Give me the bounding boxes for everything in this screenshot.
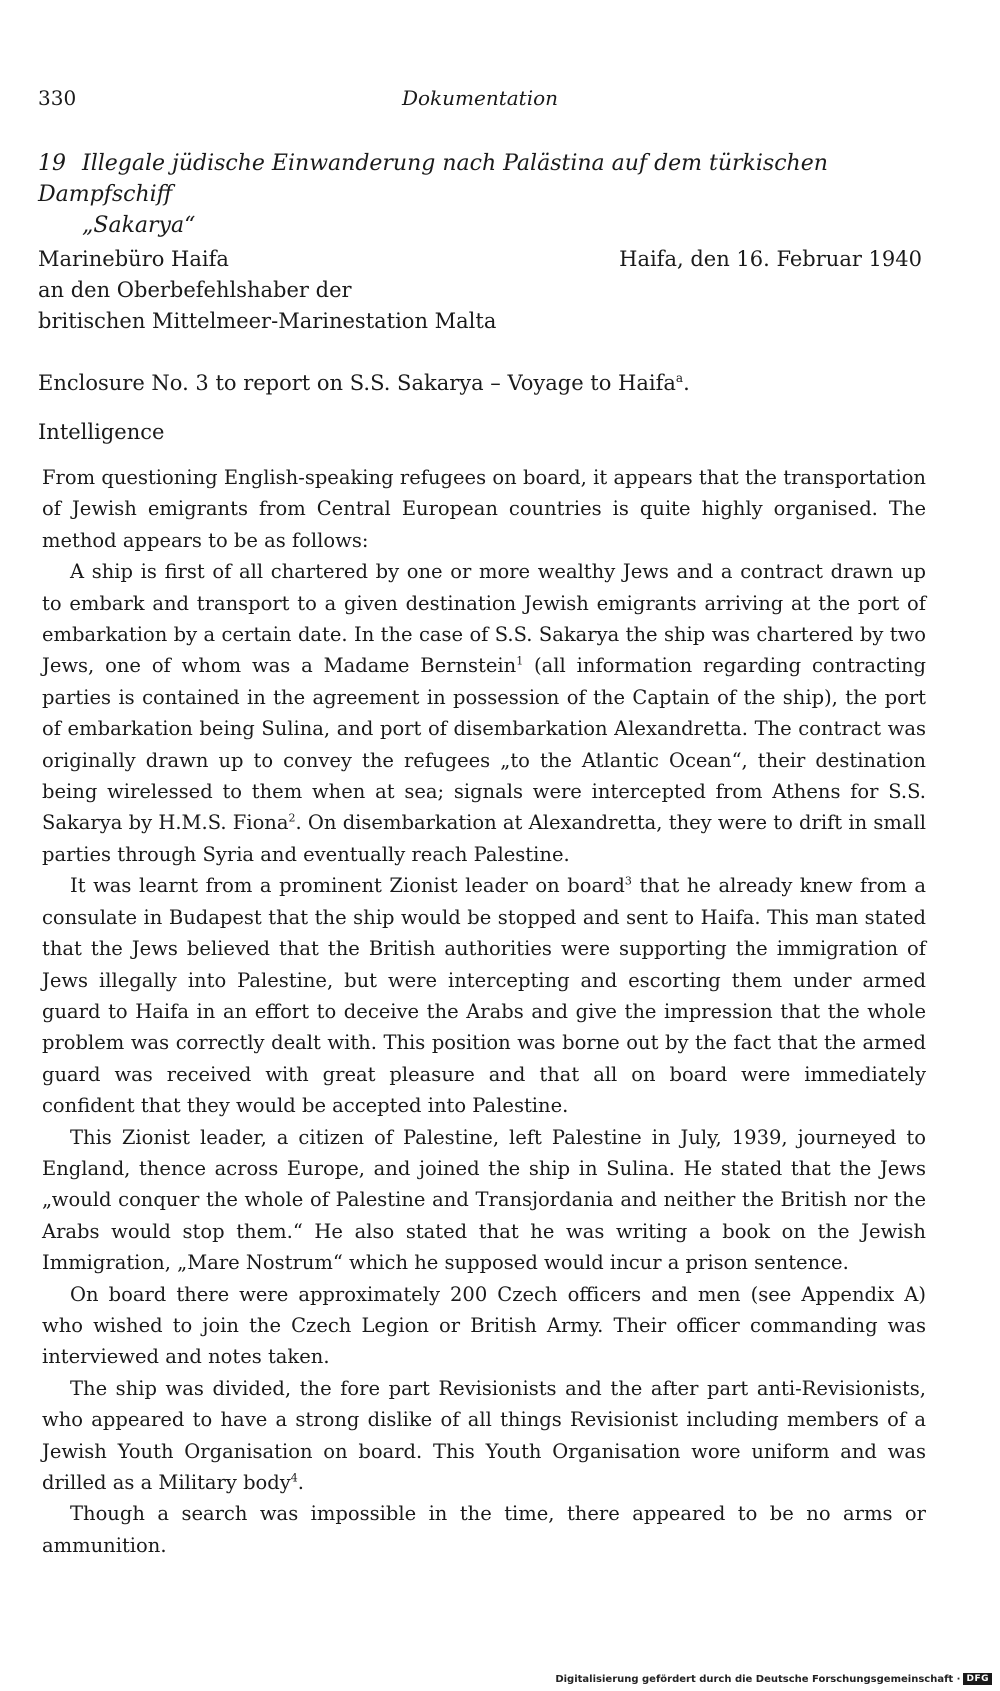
dfg-logo: DFG [963, 1673, 992, 1685]
footnote-ref-1: 1 [516, 654, 524, 668]
paragraph-5: On board there were approximately 200 Czech officers and men (see Appendix A) who wished to join the Czech Legion or British Army. Their officer commanding was interviewed and notes taken. [42, 1282, 926, 1369]
paragraph-3-part-b: that he already knew from a consulate in Budapest that the ship would be stopped and sent to Haifa. This man stated that the Jews believed that the British authorities were supporting the immigration of Jews illegally into Palestine, but were intercepting and escorting them under armed guard to Haifa in an effort to deceive the Arabs and give the impression that the whole problem was correctly dealt with. This position was borne out by the fact that the armed guard was received with great pleasure and that all on board were immediately confident that they would be accepted into Palestine. [42, 874, 927, 1118]
page-number: 330 [38, 86, 77, 110]
digitization-credit [555, 1673, 992, 1685]
paragraph-4: This Zionist leader, a citizen of Palestine, left Palestine in July, 1939, journeyed to England, thence across Europe, and joined the ship in Sulina. He stated that the Jews „would conquer the whole of Palestine and Transjordania and neither the British nor the Arabs would stop them.“ He also stated that he was writing a book on the Jewish Immigration, „Mare Nostrum“ which he supposed would incur a prison sentence. [42, 1125, 926, 1275]
paragraph-6 [42, 1373, 926, 1499]
enclosure-text: Enclosure No. 3 to report on S.S. Sakarya – Voyage to Haifa [38, 371, 676, 395]
credit-text: Digitalisierung gefördert durch die Deutsche Forschungsgemeinschaft · [555, 1674, 961, 1685]
paragraph-2 [42, 556, 926, 870]
enclosure-note-mark: a [675, 371, 684, 385]
paragraph-3-part-a: It was learnt from a prominent Zionist leader on board [70, 874, 625, 898]
footnote-ref-3: 3 [624, 874, 632, 888]
running-head: Dokumentation [401, 86, 559, 110]
document-title-line1: Illegale jüdische Einwanderung nach Palästina auf dem türkischen Dampfschiff [38, 151, 828, 207]
paragraph-3 [42, 870, 926, 1121]
recipient-line2: britischen Mittelmeer-Marinestation Malta [38, 309, 497, 333]
paragraph-6-part-b: . [297, 1471, 304, 1494]
address-block [38, 244, 922, 337]
paragraph-6-part-a: The ship was divided, the fore part Revisionists and the after part anti-Revisionists, who appeared to have a strong dislike of all things Revisionist including members of a Jewish Youth Organisation on board. This Youth Organisation wore uniform and was drilled as a Military body [42, 1376, 926, 1494]
document-title [38, 148, 922, 241]
section-label: Intelligence [38, 420, 165, 444]
footnote-ref-4: 4 [290, 1471, 298, 1485]
paragraph-1: From questioning English-speaking refugees on board, it appears that the transportation of Jewish emigrants from Central European countries is quite highly organised. The method appears to be as follows: [42, 466, 926, 552]
page-header [38, 86, 922, 114]
sender: Marinebüro Haifa [38, 247, 229, 271]
paragraph-7: Though a search was impossible in the time, there appeared to be no arms or ammunition. [42, 1502, 926, 1557]
paragraph-2-part-b: (all information regarding contracting parties is contained in the agreement in possession of the Captain of the ship), the port of embarkation being Sulina, and port of disembarkation Alexandretta. The contract was originally drawn up to convey the refugees „to the Atlantic Ocean“, their destination being wirelessed to them when at sea; signals were intercepted from Athens for S.S. Sakarya by H.M.S. Fiona [42, 654, 927, 835]
document-number: 19 [38, 151, 66, 176]
document-date: Haifa, den 16. Februar 1940 [619, 247, 922, 271]
enclosure-end: . [683, 371, 690, 395]
paragraph-2-part-c: . On disembarkation at Alexandretta, they were to drift in small parties through Syria and eventually reach Palestine. [42, 811, 926, 866]
recipient-line1: an den Oberbefehlshaber der [38, 278, 352, 302]
document-title-line2: „Sakarya“ [82, 213, 196, 238]
paragraph-2-part-a: A ship is first of all chartered by one or more wealthy Jews and a contract drawn up to embark and transport to a given destination Jewish emigrants arriving at the port of embarkation by a certain date. In the case of S.S. Sakarya the ship was chartered by two Jews, one of whom was a Madame Bernstein [42, 560, 926, 678]
footnote-ref-2: 2 [288, 811, 296, 825]
body-text [42, 462, 926, 1561]
enclosure-line [38, 368, 922, 399]
